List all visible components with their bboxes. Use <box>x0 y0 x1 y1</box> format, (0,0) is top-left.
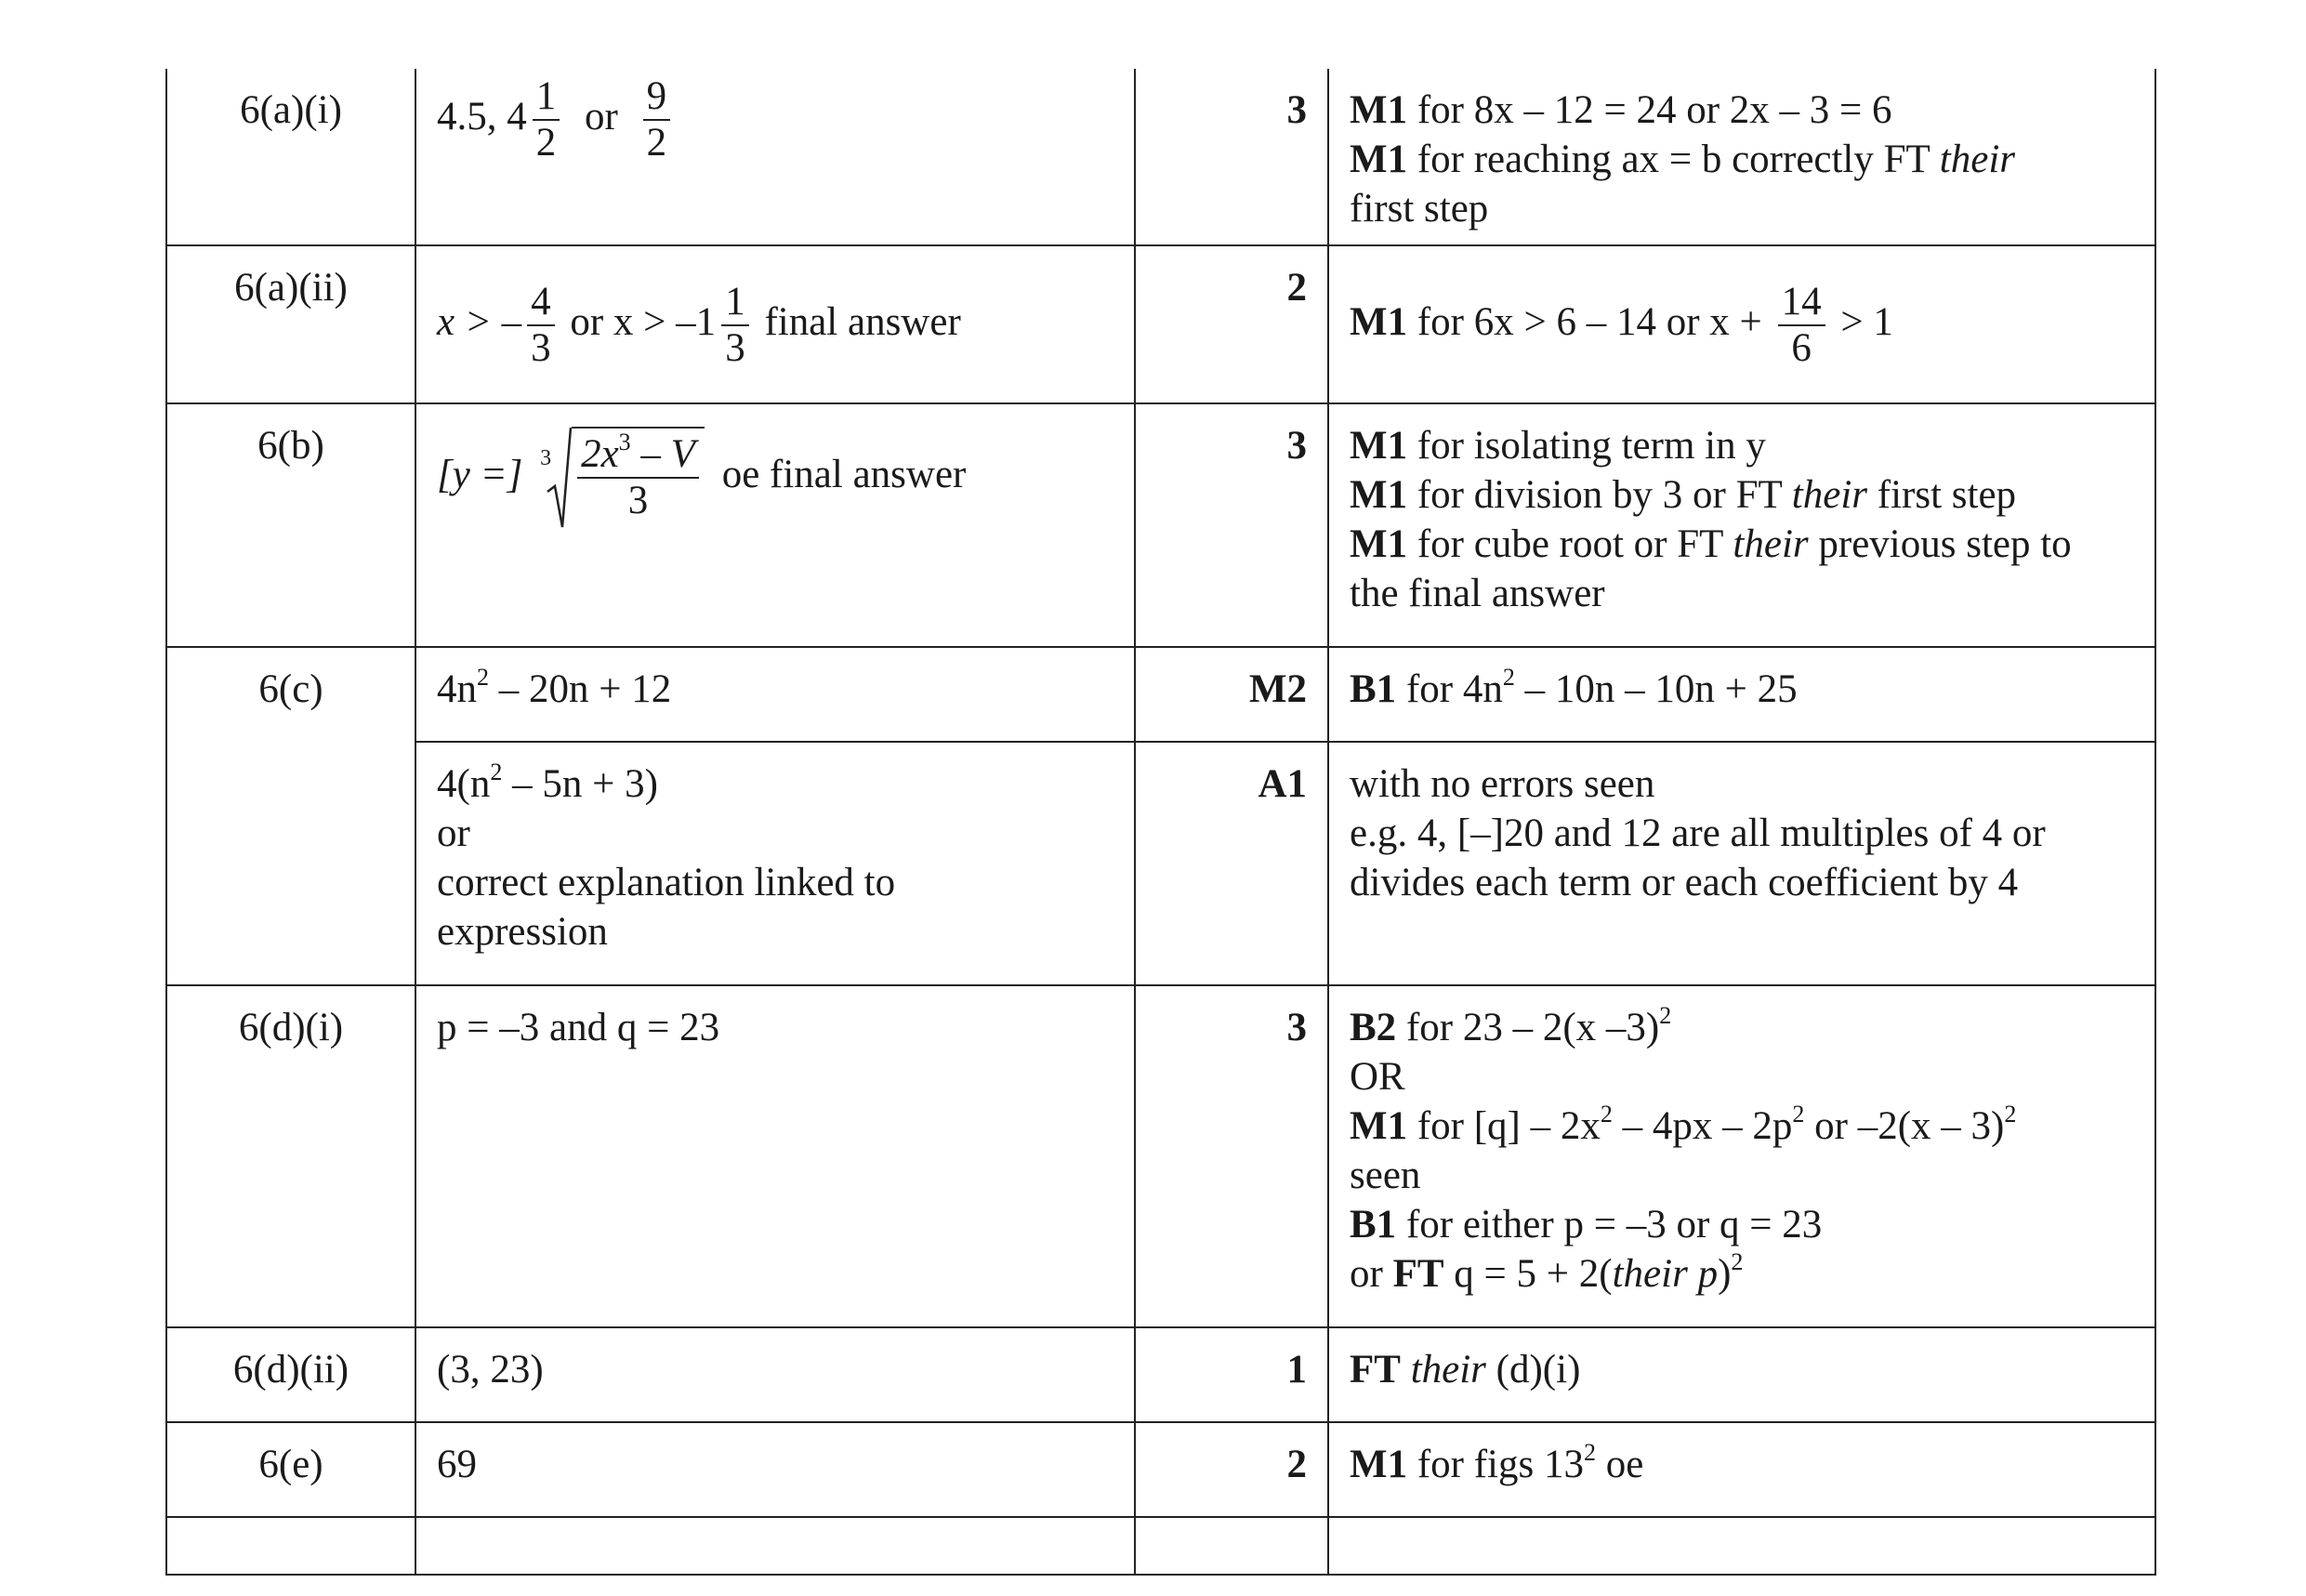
guidance-text: – 10n – 10n + 25 <box>1514 667 1798 711</box>
answer-cell <box>415 742 1135 985</box>
guidance-text: e.g. 4, [–]20 and 12 are all multiples of 4 or <box>1350 811 2046 855</box>
guidance-cell <box>1328 985 2155 1327</box>
mark-code: M1 <box>1350 88 1408 132</box>
guidance-text: the final answer <box>1350 572 1605 615</box>
their-text: their <box>1733 522 1809 566</box>
mark-code: B1 <box>1350 1203 1397 1246</box>
guidance-cell <box>1328 69 2155 245</box>
their-text: their <box>1400 1348 1486 1392</box>
answer-text: oe final answer <box>721 452 967 496</box>
answer-cell <box>415 403 1135 647</box>
fraction <box>577 429 699 523</box>
mark-code: B2 <box>1350 1006 1397 1049</box>
guidance-text: OR <box>1350 1055 1405 1099</box>
mark-value: M2 <box>1135 647 1328 742</box>
fraction <box>533 74 560 165</box>
mark-code: M1 <box>1350 424 1408 468</box>
answer-text: or x > –1 <box>560 299 717 344</box>
their-text: their <box>1939 138 2016 181</box>
guidance-text: for isolating term in y <box>1407 424 1766 468</box>
mark-code: M1 <box>1350 1104 1408 1148</box>
guidance-text: ) <box>1718 1252 1732 1296</box>
exponent: 2 <box>1792 1101 1805 1128</box>
guidance-text: (d)(i) <box>1485 1348 1581 1392</box>
exponent: 2 <box>1659 1002 1672 1029</box>
fraction <box>1778 280 1825 371</box>
question-number: 6(e) <box>166 1422 415 1517</box>
exponent: 2 <box>1600 1101 1613 1128</box>
fraction-numerator: 1 <box>721 280 749 326</box>
table-row <box>166 69 2155 245</box>
exponent: 2 <box>1583 1439 1596 1466</box>
mark-code: M1 <box>1350 522 1408 566</box>
question-number: 6(c) <box>166 647 415 985</box>
or-text: or <box>585 94 618 138</box>
guidance-text: for either p = –3 or q = 23 <box>1396 1203 1823 1246</box>
answer-text: or <box>437 811 470 855</box>
question-number: 6(a)(i) <box>166 69 415 245</box>
mark-value: 2 <box>1135 245 1328 403</box>
mark-value: 3 <box>1135 403 1328 647</box>
guidance-text: previous step to <box>1808 522 2072 566</box>
answer-text: x > – <box>437 299 522 344</box>
mark-code: M1 <box>1350 299 1408 344</box>
empty-cell <box>1135 1517 1328 1575</box>
guidance-text: first step <box>1350 187 1489 231</box>
exponent: 2 <box>490 758 503 785</box>
guidance-cell <box>1328 1422 2155 1517</box>
guidance-text: for 6x > 6 – 14 or x + <box>1407 299 1772 344</box>
guidance-text: q = 5 + 2( <box>1443 1252 1613 1296</box>
guidance-cell <box>1328 1327 2155 1422</box>
answer-text: – 5n + 3) <box>502 762 658 806</box>
exponent: 2 <box>1502 664 1515 691</box>
fraction-numerator: 14 <box>1778 280 1825 326</box>
fraction-numerator: 4 <box>527 280 555 326</box>
guidance-text: for reaching ax = b correctly FT <box>1407 138 1940 181</box>
table-row-continuation <box>166 1517 2155 1575</box>
exponent: 2 <box>477 664 489 691</box>
fraction <box>527 280 555 371</box>
mark-value: A1 <box>1135 742 1328 985</box>
exponent: 3 <box>618 429 631 455</box>
root-index: 3 <box>540 446 552 470</box>
guidance-text: for 4n <box>1396 667 1503 711</box>
answer-text: [y =] <box>437 452 523 496</box>
fraction <box>643 74 671 165</box>
table-row <box>166 403 2155 647</box>
guidance-text: – 4px – 2p <box>1612 1104 1793 1148</box>
fraction-numerator: 9 <box>643 74 671 121</box>
guidance-cell <box>1328 647 2155 742</box>
mark-code: M1 <box>1350 138 1408 181</box>
guidance-text: or <box>1350 1252 1393 1296</box>
question-number: 6(d)(i) <box>166 985 415 1327</box>
fraction-denominator: 2 <box>535 121 557 165</box>
answer-text: 4.5, 4 <box>437 94 527 138</box>
guidance-text: for cube root or FT <box>1407 522 1733 566</box>
fraction-denominator: 3 <box>627 479 649 522</box>
table-row <box>166 245 2155 403</box>
mark-code: M1 <box>1350 1443 1408 1486</box>
answer-text: expression <box>437 910 608 954</box>
mark-value: 3 <box>1135 985 1328 1327</box>
guidance-text: > 1 <box>1830 299 1893 344</box>
mark-code: FT <box>1392 1252 1444 1296</box>
their-text: their <box>1791 473 1867 517</box>
answer-cell: p = –3 and q = 23 <box>415 985 1135 1327</box>
fraction <box>721 280 749 371</box>
fraction-denominator: 3 <box>531 326 551 370</box>
mark-value: 1 <box>1135 1327 1328 1422</box>
exponent: 2 <box>2004 1101 2017 1128</box>
guidance-text: seen <box>1350 1154 1421 1197</box>
mark-code: B1 <box>1350 667 1397 711</box>
guidance-text: with no errors seen <box>1350 762 1655 806</box>
answer-cell <box>415 69 1135 245</box>
mark-code: FT <box>1350 1348 1401 1392</box>
mark-scheme-table <box>165 69 2156 1576</box>
table-row <box>166 985 2155 1327</box>
answer-text: – 20n + 12 <box>489 667 672 711</box>
mark-value: 3 <box>1135 69 1328 245</box>
fraction-numerator: 2x <box>581 432 619 476</box>
radical-sign-icon <box>546 427 572 529</box>
answer-cell: 69 <box>415 1422 1135 1517</box>
answer-cell <box>415 647 1135 742</box>
mark-code: M1 <box>1350 473 1408 517</box>
empty-cell <box>1328 1517 2155 1575</box>
guidance-text: for [q] – 2x <box>1407 1104 1601 1148</box>
answer-cell <box>415 245 1135 403</box>
question-number: 6(d)(ii) <box>166 1327 415 1422</box>
answer-text: final answer <box>754 299 961 344</box>
guidance-text: for figs 13 <box>1407 1443 1584 1486</box>
guidance-text: or –2(x – 3) <box>1804 1104 2005 1148</box>
guidance-text: for division by 3 or FT <box>1407 473 1792 517</box>
answer-text: correct explanation linked to <box>437 861 896 904</box>
answer-text: 4(n <box>437 762 491 806</box>
fraction-numerator: 1 <box>533 74 560 121</box>
their-text: their p <box>1612 1252 1719 1296</box>
fraction-denominator: 6 <box>1791 326 1812 370</box>
fraction-numerator: – V <box>630 432 695 476</box>
fraction-denominator: 2 <box>646 121 667 165</box>
guidance-text: divides each term or each coefficient by 4 <box>1350 861 2019 904</box>
exponent: 2 <box>1731 1248 1744 1275</box>
guidance-text: first step <box>1867 473 2017 517</box>
empty-cell <box>415 1517 1135 1575</box>
guidance-cell <box>1328 742 2155 985</box>
table-row <box>166 742 2155 985</box>
guidance-cell <box>1328 403 2155 647</box>
answer-text: 4n <box>437 667 477 711</box>
radicand <box>572 427 705 529</box>
guidance-cell <box>1328 245 2155 403</box>
question-number: 6(b) <box>166 403 415 647</box>
answer-cell: (3, 23) <box>415 1327 1135 1422</box>
guidance-text: oe <box>1595 1443 1644 1486</box>
guidance-text: for 8x – 12 = 24 or 2x – 3 = 6 <box>1407 88 1892 132</box>
table-row <box>166 1327 2155 1422</box>
question-number: 6(a)(ii) <box>166 245 415 403</box>
table-row <box>166 1422 2155 1517</box>
table-row <box>166 647 2155 742</box>
guidance-text: for 23 – 2(x –3) <box>1396 1006 1660 1049</box>
fraction-denominator: 3 <box>725 326 745 370</box>
cube-root <box>540 427 705 529</box>
mark-value: 2 <box>1135 1422 1328 1517</box>
empty-cell <box>166 1517 415 1575</box>
